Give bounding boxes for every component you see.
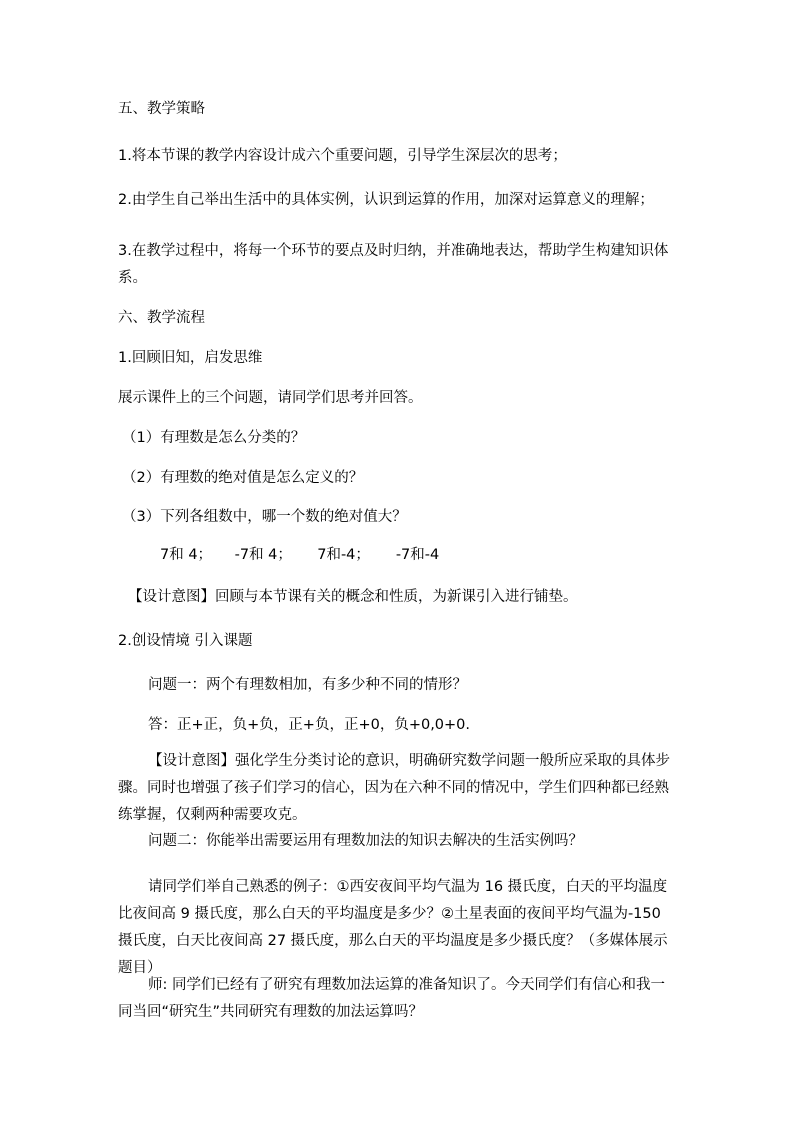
step-2-title: 2.创设情境 引入课题 <box>118 633 253 649</box>
question-2: （2）有理数的绝对值是怎么定义的？ <box>122 470 364 486</box>
design-intent-2: 【设计意图】强化学生分类讨论的意识，明确研究数学问题一般所应采取的具体步骤。同时也增强了孩子们学习的信心，因为在六种不同的情况中，学生们四种都已经熟练掌握，仅剩两种需要攻克。 <box>118 753 670 823</box>
strategy-item-1: 1.将本节课的教学内容设计成六个重要问题，引导学生深层次的思考； <box>118 148 567 164</box>
number-pairs <box>160 542 439 569</box>
strategy-item-3: 3.在教学过程中，将每一个环节的要点及时归纳，并准确地表达，帮助学生构建知识体系。 <box>118 243 669 286</box>
section-5-heading: 五、教学策略 <box>118 101 205 117</box>
answer-1: 答：正+正，负+负，正+负，正+0，负+0,0+0. <box>148 717 471 733</box>
problem-2: 问题二：你能举出需要运用有理数加法的知识去解决的生活实例吗？ <box>148 833 583 849</box>
section-6-heading: 六、教学流程 <box>118 310 205 326</box>
question-1: （1）有理数是怎么分类的？ <box>122 430 306 446</box>
problem-1: 问题一：两个有理数相加，有多少种不同的情形？ <box>148 677 467 693</box>
teacher-remark: 师: 同学们已经有了研究有理数加法运算的准备知识了。今天同学们有信心和我一同当回“研究生”共同研究有理数的加法运算吗？ <box>118 977 665 1020</box>
life-examples: 请同学们举自己熟悉的例子：①西安夜间平均气温为 16 摄氏度，白天的平均温度比夜间高 9 摄氏度，那么白天的平均温度是多少？②土星表面的夜间平均气温为-150 摄氏度，白天比夜间高 27 摄氏度，那么白天的平均温度是多少摄氏度？（多媒体展示题目） <box>118 879 668 976</box>
pair-2: -7和 4； <box>234 547 292 563</box>
step-1-title: 1.回顾旧知，启发思维 <box>118 350 263 366</box>
pair-4: -7和-4 <box>395 547 440 563</box>
design-intent-1: 【设计意图】回顾与本节课有关的概念和性质，为新课引入进行铺垫。 <box>128 589 578 605</box>
question-3: （3）下列各组数中，哪一个数的绝对值大？ <box>122 509 407 525</box>
pair-1: 7和 4； <box>160 547 213 563</box>
strategy-item-2: 2.由学生自己举出生活中的具体实例，认识到运算的作用，加深对运算意义的理解； <box>118 192 654 208</box>
step-1-intro: 展示课件上的三个问题，请同学们思考并回答。 <box>118 390 423 406</box>
pair-3: 7和-4； <box>317 547 370 563</box>
